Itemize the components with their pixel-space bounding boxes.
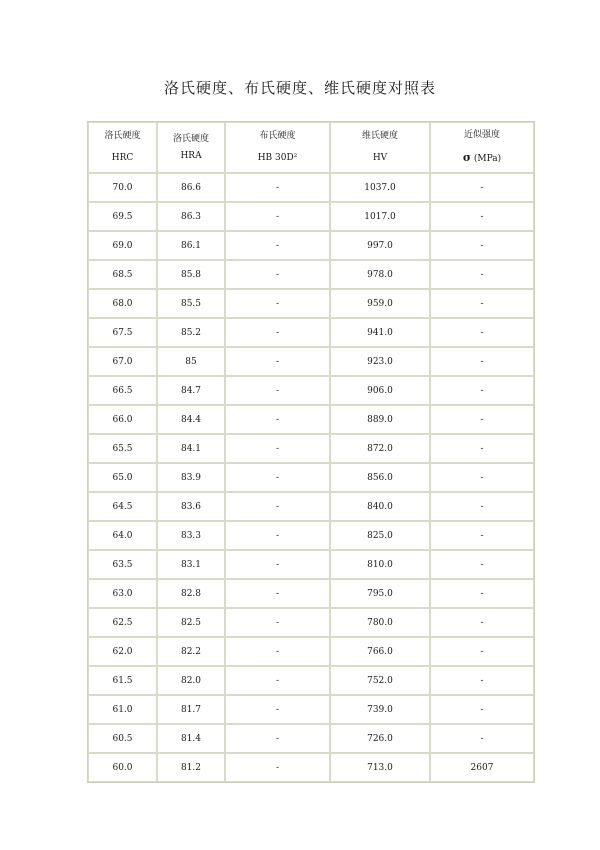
hv-cell: 739.0 [330, 695, 430, 724]
hb-cell: - [225, 695, 330, 724]
hrc-cell: 66.0 [88, 405, 157, 434]
header-unit: HB 30D² [257, 153, 298, 163]
hra-cell: 86.3 [157, 202, 225, 231]
hra-cell: 85.2 [157, 318, 225, 347]
hrc-cell: 61.5 [88, 666, 157, 695]
hv-cell: 752.0 [330, 666, 430, 695]
hardness-table [87, 121, 535, 783]
strength-cell: - [430, 260, 534, 289]
hrc-cell: 62.0 [88, 637, 157, 666]
hv-cell: 795.0 [330, 579, 430, 608]
header-label: 洛氏硬度 [104, 131, 141, 141]
strength-cell: - [430, 695, 534, 724]
hv-cell: 1037.0 [330, 173, 430, 202]
hrc-cell: 65.0 [88, 463, 157, 492]
hv-cell: 959.0 [330, 289, 430, 318]
hrc-cell: 68.5 [88, 260, 157, 289]
header-hrc [88, 122, 157, 173]
table-row [88, 608, 534, 637]
hb-cell: - [225, 347, 330, 376]
hrc-cell: 70.0 [88, 173, 157, 202]
strength-cell: - [430, 434, 534, 463]
hrc-cell: 60.0 [88, 753, 157, 782]
header-unit: HRC [111, 153, 134, 163]
hra-cell: 82.2 [157, 637, 225, 666]
hv-cell: 923.0 [330, 347, 430, 376]
header-label: 维氏硬度 [361, 131, 398, 141]
table-row [88, 724, 534, 753]
hrc-cell: 65.5 [88, 434, 157, 463]
hrc-cell: 63.0 [88, 579, 157, 608]
hra-cell: 86.1 [157, 231, 225, 260]
hra-cell: 84.7 [157, 376, 225, 405]
hv-cell: 978.0 [330, 260, 430, 289]
table-row [88, 202, 534, 231]
header-label: 布氏硬度 [259, 131, 296, 141]
hra-cell: 85 [157, 347, 225, 376]
header-label: 近似强度 [463, 130, 500, 140]
hrc-cell: 63.5 [88, 550, 157, 579]
header-unit-line [431, 151, 533, 166]
header-unit: HRA [180, 150, 202, 161]
hb-cell: - [225, 463, 330, 492]
hrc-cell: 68.0 [88, 289, 157, 318]
table-row [88, 405, 534, 434]
hb-cell: - [225, 376, 330, 405]
table-row [88, 376, 534, 405]
hra-cell: 83.6 [157, 492, 225, 521]
hra-cell: 81.4 [157, 724, 225, 753]
hra-cell: 83.9 [157, 463, 225, 492]
header-unit: (MPa) [473, 154, 502, 164]
hrc-cell: 61.0 [88, 695, 157, 724]
hrc-cell: 64.0 [88, 521, 157, 550]
strength-cell: - [430, 405, 534, 434]
hb-cell: - [225, 579, 330, 608]
header-strength [430, 122, 534, 173]
strength-cell: - [430, 666, 534, 695]
strength-cell: - [430, 173, 534, 202]
header-hv [330, 122, 430, 173]
hb-cell: - [225, 231, 330, 260]
header-hra [157, 122, 225, 173]
hra-cell: 83.1 [157, 550, 225, 579]
hrc-cell: 64.5 [88, 492, 157, 521]
hb-cell: - [225, 492, 330, 521]
strength-cell: 2607 [430, 753, 534, 782]
hb-cell: - [225, 608, 330, 637]
hb-cell: - [225, 434, 330, 463]
hrc-cell: 62.5 [88, 608, 157, 637]
hb-cell: - [225, 318, 330, 347]
table-row [88, 434, 534, 463]
strength-cell: - [430, 724, 534, 753]
hv-cell: 825.0 [330, 521, 430, 550]
table-header [88, 122, 534, 173]
strength-cell: - [430, 289, 534, 318]
strength-cell: - [430, 318, 534, 347]
hb-cell: - [225, 202, 330, 231]
hb-cell: - [225, 724, 330, 753]
hra-cell: 81.2 [157, 753, 225, 782]
strength-cell: - [430, 521, 534, 550]
table-row [88, 695, 534, 724]
table-row [88, 666, 534, 695]
hrc-cell: 67.0 [88, 347, 157, 376]
hb-cell: - [225, 173, 330, 202]
hv-cell: 941.0 [330, 318, 430, 347]
table-row [88, 463, 534, 492]
hrc-cell: 69.5 [88, 202, 157, 231]
hb-cell: - [225, 637, 330, 666]
header-unit: HV [372, 153, 388, 163]
hv-cell: 780.0 [330, 608, 430, 637]
hra-cell: 81.7 [157, 695, 225, 724]
hrc-cell: 67.5 [88, 318, 157, 347]
table-row [88, 289, 534, 318]
hb-cell: - [225, 521, 330, 550]
hv-cell: 889.0 [330, 405, 430, 434]
header-label: 洛氏硬度 [172, 133, 209, 144]
hra-cell: 85.8 [157, 260, 225, 289]
hrc-cell: 69.0 [88, 231, 157, 260]
hra-cell: 82.5 [157, 608, 225, 637]
table-body [88, 173, 534, 782]
table-row [88, 550, 534, 579]
page-title: 洛氏硬度、布氏硬度、维氏硬度对照表 [163, 79, 436, 97]
hv-cell: 1017.0 [330, 202, 430, 231]
hv-cell: 997.0 [330, 231, 430, 260]
hra-cell: 84.1 [157, 434, 225, 463]
table-row [88, 231, 534, 260]
strength-cell: - [430, 347, 534, 376]
strength-cell: - [430, 579, 534, 608]
hb-cell: - [225, 289, 330, 318]
sigma-symbol: σ [462, 151, 471, 164]
strength-cell: - [430, 202, 534, 231]
hb-cell: - [225, 260, 330, 289]
hra-cell: 85.5 [157, 289, 225, 318]
header-row [88, 122, 534, 173]
table-row [88, 521, 534, 550]
table-row [88, 318, 534, 347]
hb-cell: - [225, 753, 330, 782]
strength-cell: - [430, 637, 534, 666]
hv-cell: 840.0 [330, 492, 430, 521]
hv-cell: 872.0 [330, 434, 430, 463]
hb-cell: - [225, 405, 330, 434]
hrc-cell: 60.5 [88, 724, 157, 753]
strength-cell: - [430, 550, 534, 579]
hv-cell: 810.0 [330, 550, 430, 579]
hb-cell: - [225, 550, 330, 579]
table-row [88, 637, 534, 666]
strength-cell: - [430, 376, 534, 405]
table-row [88, 260, 534, 289]
hrc-cell: 66.5 [88, 376, 157, 405]
hb-cell: - [225, 666, 330, 695]
hra-cell: 82.0 [157, 666, 225, 695]
strength-cell: - [430, 463, 534, 492]
hra-cell: 86.6 [157, 173, 225, 202]
hv-cell: 766.0 [330, 637, 430, 666]
strength-cell: - [430, 231, 534, 260]
hra-cell: 83.3 [157, 521, 225, 550]
strength-cell: - [430, 608, 534, 637]
hv-cell: 713.0 [330, 753, 430, 782]
table-row [88, 579, 534, 608]
hra-cell: 84.4 [157, 405, 225, 434]
table-row [88, 753, 534, 782]
table-row [88, 173, 534, 202]
table-row [88, 492, 534, 521]
hv-cell: 726.0 [330, 724, 430, 753]
table-row [88, 347, 534, 376]
hv-cell: 906.0 [330, 376, 430, 405]
header-hb [225, 122, 330, 173]
strength-cell: - [430, 492, 534, 521]
hra-cell: 82.8 [157, 579, 225, 608]
hv-cell: 856.0 [330, 463, 430, 492]
